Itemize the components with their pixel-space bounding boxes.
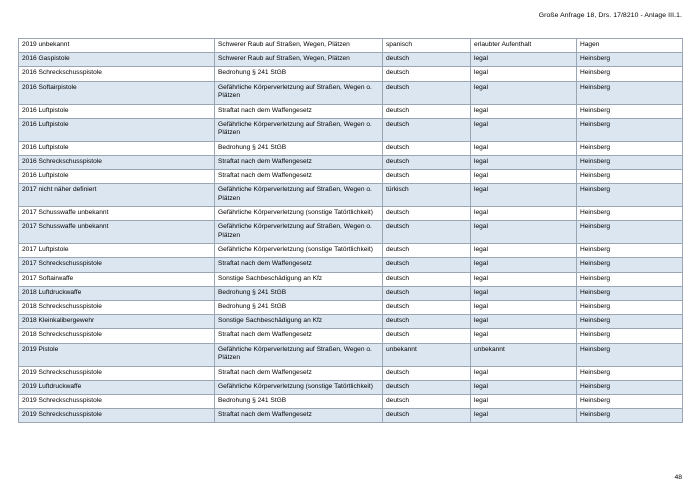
table-cell: Heinsberg <box>577 118 683 141</box>
table-row <box>19 141 683 155</box>
table-cell: 2019 Schreckschusspistole <box>19 366 215 380</box>
table-cell: Heinsberg <box>577 329 683 343</box>
table-cell: Heinsberg <box>577 315 683 329</box>
table-cell: 2016 Luftpistole <box>19 104 215 118</box>
table-row <box>19 81 683 104</box>
table-cell: Bedrohung § 241 StGB <box>215 301 383 315</box>
table-cell: unbekannt <box>471 343 577 366</box>
table-cell: Heinsberg <box>577 272 683 286</box>
table-row <box>19 329 683 343</box>
table-cell: Heinsberg <box>577 366 683 380</box>
table-cell: unbekannt <box>383 343 471 366</box>
table-cell: 2017 Schreckschusspistole <box>19 258 215 272</box>
table-cell: Heinsberg <box>577 155 683 169</box>
table-cell: legal <box>471 380 577 394</box>
table-cell: Straftat nach dem Waffengesetz <box>215 258 383 272</box>
table-cell: deutsch <box>383 244 471 258</box>
table-row <box>19 207 683 221</box>
table-row <box>19 155 683 169</box>
table-row <box>19 272 683 286</box>
table-cell: legal <box>471 286 577 300</box>
table-row <box>19 380 683 394</box>
table-cell: 2018 Schreckschusspistole <box>19 329 215 343</box>
table-row <box>19 258 683 272</box>
table-cell: legal <box>471 81 577 104</box>
page-number: 48 <box>674 474 682 481</box>
page-header: Große Anfrage 18, Drs. 17/8210 - Anlage III.1. <box>538 12 682 19</box>
table-cell: 2017 Schusswaffe unbekannt <box>19 207 215 221</box>
table-cell: legal <box>471 272 577 286</box>
table-row <box>19 184 683 207</box>
table-cell: Gefährliche Körperverletzung (sonstige Tatörtlichkeit) <box>215 380 383 394</box>
table-row <box>19 394 683 408</box>
table-cell: Gefährliche Körperverletzung auf Straßen, Wegen o. Plätzen <box>215 118 383 141</box>
table-cell: legal <box>471 221 577 244</box>
table-cell: Straftat nach dem Waffengesetz <box>215 170 383 184</box>
table-cell: Schwerer Raub auf Straßen, Wegen, Plätzen <box>215 39 383 53</box>
table-cell: legal <box>471 244 577 258</box>
table-cell: 2016 Luftpistole <box>19 118 215 141</box>
table-cell: erlaubter Aufenthalt <box>471 39 577 53</box>
table-cell: Bedrohung § 241 StGB <box>215 394 383 408</box>
table-cell: legal <box>471 53 577 67</box>
table-cell: 2016 Schreckschusspistole <box>19 67 215 81</box>
table-cell: Schwerer Raub auf Straßen, Wegen, Plätzen <box>215 53 383 67</box>
table-row <box>19 118 683 141</box>
table-cell: deutsch <box>383 394 471 408</box>
table-cell: Bedrohung § 241 StGB <box>215 141 383 155</box>
table-row <box>19 301 683 315</box>
table-cell: deutsch <box>383 258 471 272</box>
table-cell: Heinsberg <box>577 286 683 300</box>
table-cell: 2016 Gaspistole <box>19 53 215 67</box>
table-row <box>19 39 683 53</box>
table-cell: Hagen <box>577 39 683 53</box>
table-cell: legal <box>471 67 577 81</box>
table-cell: deutsch <box>383 170 471 184</box>
table-row <box>19 286 683 300</box>
table-cell: Heinsberg <box>577 141 683 155</box>
table-cell: legal <box>471 170 577 184</box>
table-cell: 2019 Schreckschusspistole <box>19 394 215 408</box>
table-body <box>19 39 683 423</box>
weapon-offences-table <box>18 38 683 423</box>
data-table-container <box>18 38 682 423</box>
table-cell: 2019 Pistole <box>19 343 215 366</box>
table-cell: Heinsberg <box>577 184 683 207</box>
table-row <box>19 315 683 329</box>
table-cell: deutsch <box>383 155 471 169</box>
table-cell: deutsch <box>383 272 471 286</box>
table-cell: deutsch <box>383 366 471 380</box>
table-cell: Heinsberg <box>577 53 683 67</box>
table-cell: legal <box>471 155 577 169</box>
table-cell: Heinsberg <box>577 67 683 81</box>
table-cell: Heinsberg <box>577 221 683 244</box>
table-row <box>19 170 683 184</box>
table-cell: Heinsberg <box>577 380 683 394</box>
table-cell: Gefährliche Körperverletzung auf Straßen, Wegen o. Plätzen <box>215 343 383 366</box>
table-cell: Bedrohung § 241 StGB <box>215 67 383 81</box>
table-cell: deutsch <box>383 221 471 244</box>
table-cell: Sonstige Sachbeschädigung an Kfz <box>215 315 383 329</box>
table-cell: legal <box>471 366 577 380</box>
table-cell: deutsch <box>383 286 471 300</box>
table-cell: Heinsberg <box>577 258 683 272</box>
table-cell: Heinsberg <box>577 170 683 184</box>
table-cell: Heinsberg <box>577 343 683 366</box>
table-cell: Gefährliche Körperverletzung auf Straßen, Wegen o. Plätzen <box>215 221 383 244</box>
table-cell: Gefährliche Körperverletzung (sonstige Tatörtlichkeit) <box>215 207 383 221</box>
table-row <box>19 53 683 67</box>
table-row <box>19 343 683 366</box>
table-cell: deutsch <box>383 67 471 81</box>
table-cell: legal <box>471 184 577 207</box>
table-cell: deutsch <box>383 207 471 221</box>
table-cell: Gefährliche Körperverletzung auf Straßen, Wegen o. Plätzen <box>215 184 383 207</box>
table-cell: legal <box>471 301 577 315</box>
table-row <box>19 244 683 258</box>
table-cell: Straftat nach dem Waffengesetz <box>215 104 383 118</box>
table-cell: Heinsberg <box>577 81 683 104</box>
table-cell: Heinsberg <box>577 207 683 221</box>
table-cell: Straftat nach dem Waffengesetz <box>215 409 383 423</box>
table-row <box>19 366 683 380</box>
table-cell: Straftat nach dem Waffengesetz <box>215 366 383 380</box>
table-cell: legal <box>471 409 577 423</box>
table-cell: Heinsberg <box>577 409 683 423</box>
table-row <box>19 67 683 81</box>
table-cell: deutsch <box>383 301 471 315</box>
table-cell: spanisch <box>383 39 471 53</box>
table-cell: legal <box>471 104 577 118</box>
table-cell: Straftat nach dem Waffengesetz <box>215 155 383 169</box>
table-row <box>19 221 683 244</box>
table-cell: 2018 Schreckschusspistole <box>19 301 215 315</box>
table-cell: 2017 nicht näher definiert <box>19 184 215 207</box>
table-cell: 2016 Schreckschusspistole <box>19 155 215 169</box>
table-cell: deutsch <box>383 53 471 67</box>
table-cell: deutsch <box>383 315 471 329</box>
table-cell: Heinsberg <box>577 394 683 408</box>
table-cell: 2017 Schusswaffe unbekannt <box>19 221 215 244</box>
table-cell: Straftat nach dem Waffengesetz <box>215 329 383 343</box>
table-cell: legal <box>471 329 577 343</box>
table-cell: Gefährliche Körperverletzung auf Straßen, Wegen o. Plätzen <box>215 81 383 104</box>
table-cell: 2017 Luftpistole <box>19 244 215 258</box>
table-cell: 2019 unbekannt <box>19 39 215 53</box>
table-row <box>19 409 683 423</box>
table-cell: legal <box>471 315 577 329</box>
table-cell: 2019 Schreckschusspistole <box>19 409 215 423</box>
table-row <box>19 104 683 118</box>
table-cell: deutsch <box>383 141 471 155</box>
table-cell: 2016 Softairpistole <box>19 81 215 104</box>
table-cell: legal <box>471 394 577 408</box>
table-cell: deutsch <box>383 380 471 394</box>
table-cell: deutsch <box>383 104 471 118</box>
table-cell: legal <box>471 118 577 141</box>
table-cell: Heinsberg <box>577 104 683 118</box>
table-cell: 2017 Softairwaffe <box>19 272 215 286</box>
table-cell: türkisch <box>383 184 471 207</box>
table-cell: Gefährliche Körperverletzung (sonstige Tatörtlichkeit) <box>215 244 383 258</box>
table-cell: 2016 Luftpistole <box>19 170 215 184</box>
table-cell: 2018 Luftdruckwaffe <box>19 286 215 300</box>
table-cell: Heinsberg <box>577 244 683 258</box>
table-cell: legal <box>471 258 577 272</box>
table-cell: 2018 Kleinkalibergewehr <box>19 315 215 329</box>
table-cell: Sonstige Sachbeschädigung an Kfz <box>215 272 383 286</box>
table-cell: deutsch <box>383 329 471 343</box>
table-cell: 2016 Luftpistole <box>19 141 215 155</box>
table-cell: 2019 Luftdruckwaffe <box>19 380 215 394</box>
table-cell: legal <box>471 141 577 155</box>
table-cell: deutsch <box>383 118 471 141</box>
table-cell: Bedrohung § 241 StGB <box>215 286 383 300</box>
table-cell: deutsch <box>383 81 471 104</box>
table-cell: Heinsberg <box>577 301 683 315</box>
table-cell: legal <box>471 207 577 221</box>
table-cell: deutsch <box>383 409 471 423</box>
